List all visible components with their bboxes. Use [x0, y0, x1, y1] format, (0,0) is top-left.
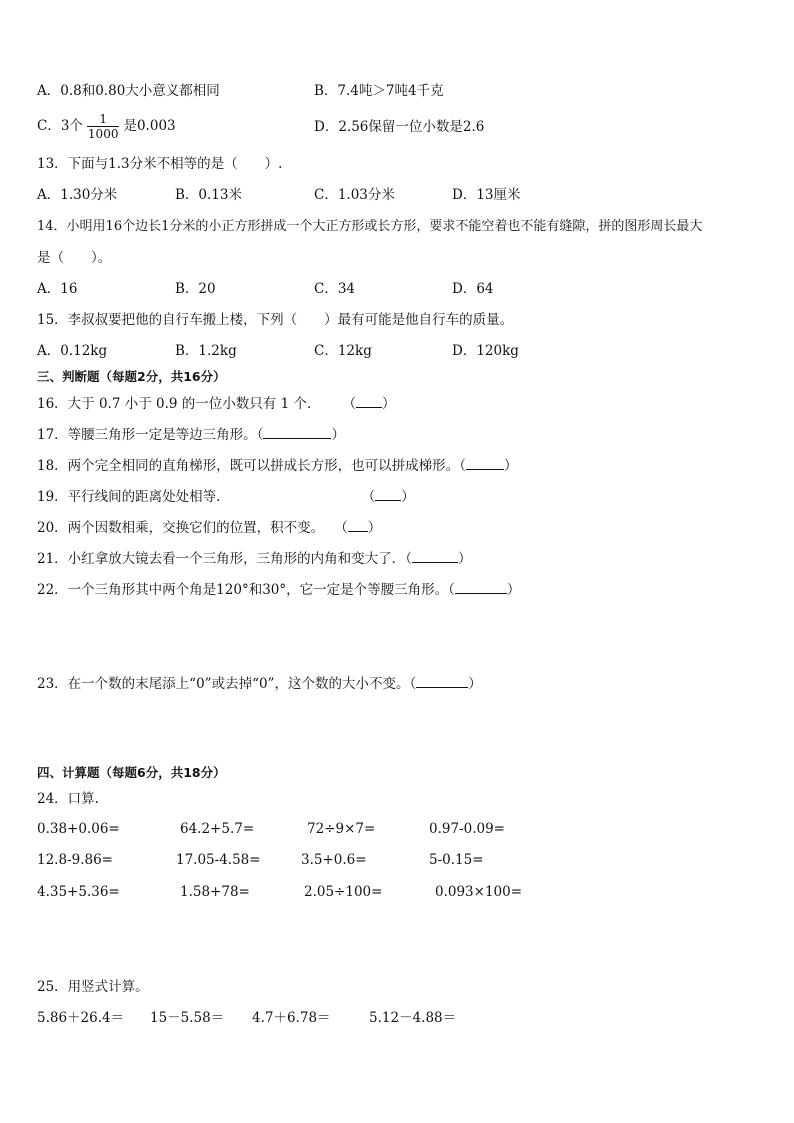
- q12-option-c: [37, 112, 176, 141]
- q18-close-paren: ）: [503, 458, 518, 474]
- q22-text: 22．一个三角形其中两个角是120°和30°，它一定是个等腰三角形。: [37, 582, 449, 598]
- q17-close-paren: ）: [331, 427, 345, 443]
- q16-text: 16．大于 0.7 小于 0.9 的一位小数只有 1 个．: [37, 396, 321, 412]
- q25-item-4: 5.12－4.88＝: [369, 1010, 457, 1026]
- q21-answer-blank[interactable]: [412, 550, 458, 563]
- q12-option-c-suffix: 是0.003: [123, 118, 176, 134]
- q24-row3-col1: 4.35+5.36=: [37, 884, 120, 900]
- q24-row3-col3: 2.05÷100=: [304, 884, 383, 900]
- q23-close-paren: ）: [468, 676, 482, 692]
- q13-option-d: D．13厘米: [452, 187, 521, 203]
- q24-row2-col4: 5-0.15=: [429, 852, 484, 868]
- q23-open-paren: （: [409, 676, 417, 692]
- q22-close-paren: ）: [506, 582, 521, 598]
- q15-option-d: D．120kg: [452, 343, 519, 359]
- q24-row2-col1: 12.8-9.86=: [37, 852, 113, 868]
- q16: [37, 395, 395, 413]
- q20-open-paren: （: [334, 520, 348, 536]
- q12-option-c-prefix: C．3个: [37, 118, 83, 134]
- q20-close-paren: ）: [367, 520, 382, 536]
- q25-item-2: 15－5.58＝: [150, 1010, 225, 1026]
- q20-text: 20．两个因数相乘，交换它们的位置，积不变。: [37, 520, 325, 536]
- q24-row2-col2: 17.05-4.58=: [176, 852, 261, 868]
- q12-option-a: A．0.8和0.80大小意义都相同: [37, 83, 220, 99]
- q16-answer-blank[interactable]: [356, 395, 382, 408]
- q22-answer-blank[interactable]: [455, 581, 507, 594]
- q24-row1-col4: 0.97-0.09=: [429, 821, 505, 837]
- q14-stem-line2: 是（ ）。: [37, 250, 112, 266]
- q14-option-c: C．34: [314, 281, 356, 297]
- q17: [37, 426, 345, 444]
- fraction-denominator: 1000: [87, 127, 119, 141]
- q18-text: 18．两个完全相同的直角梯形，既可以拼成长方形，也可以拼成梯形。: [37, 458, 460, 474]
- q23-answer-blank[interactable]: [416, 675, 468, 688]
- fraction: [87, 112, 120, 141]
- q12-option-b: B．7.4吨＞7吨4千克: [314, 83, 444, 99]
- q19-open-paren: （: [361, 489, 376, 505]
- fraction-numerator: 1: [99, 112, 108, 126]
- q17-text: 17．等腰三角形一定是等边三角形。: [37, 427, 257, 443]
- q21-text: 21．小红拿放大镜去看一个三角形，三角形的内角和变大了．: [37, 551, 406, 567]
- q22: [37, 581, 520, 599]
- q20: [37, 519, 381, 537]
- q25-title: 25．用竖式计算。: [37, 979, 149, 995]
- q19-answer-blank[interactable]: [375, 488, 401, 501]
- q13-option-b: B．0.13米: [175, 187, 242, 203]
- q24-row3-col2: 1.58+78=: [180, 884, 250, 900]
- q19: [37, 488, 415, 506]
- q16-open-paren: （: [342, 396, 356, 412]
- q16-close-paren: ）: [381, 396, 396, 412]
- q17-answer-blank[interactable]: [263, 426, 331, 439]
- q17-open-paren: （: [256, 427, 264, 443]
- q23: [37, 675, 482, 693]
- q24-row2-col3: 3.5+0.6=: [301, 852, 367, 868]
- q18-answer-blank[interactable]: [466, 457, 504, 470]
- q20-answer-blank[interactable]: [348, 519, 368, 532]
- q18-open-paren: （: [459, 458, 466, 474]
- q21-open-paren: （: [405, 551, 412, 567]
- q15-option-b: B．1.2kg: [175, 343, 237, 359]
- q18: [37, 457, 517, 475]
- q14-option-d: D．64: [452, 281, 494, 297]
- q14-option-a: A．16: [37, 281, 78, 297]
- q24-title: 24．口算.: [37, 791, 99, 807]
- q15-stem: 15．李叔叔要把他的自行车搬上楼，下列（ ）最有可能是他自行车的质量。: [37, 312, 514, 328]
- q13-stem: 13．下面与1.3分米不相等的是（ ）.: [37, 156, 283, 172]
- q24-row1-col3: 72÷9×7=: [307, 821, 376, 837]
- q22-open-paren: （: [448, 582, 455, 598]
- q24-row1-col2: 64.2+5.7=: [180, 821, 255, 837]
- q15-option-c: C．12kg: [314, 343, 372, 359]
- q13-option-a: A．1.30分米: [37, 187, 118, 203]
- q14-stem-line1: 14．小明用16个边长1分米的小正方形拼成一个大正方形或长方形，要求不能空着也不能有缝隙，拼的图形周长最大: [37, 219, 703, 234]
- q21-close-paren: ）: [457, 551, 472, 567]
- q13-option-c: C．1.03分米: [314, 187, 395, 203]
- q24-row1-col1: 0.38+0.06=: [37, 821, 120, 837]
- q24-row3-col4: 0.093×100=: [435, 884, 523, 900]
- q19-text: 19．平行线间的距离处处相等．: [37, 489, 230, 505]
- q19-close-paren: ）: [401, 489, 415, 505]
- q25-item-1: 5.86＋26.4＝: [37, 1010, 125, 1026]
- q25-item-3: 4.7＋6.78＝: [252, 1010, 331, 1026]
- q21: [37, 550, 471, 568]
- section3-title: 三、判断题（每题2分，共16分）: [37, 369, 226, 384]
- q14-option-b: B．20: [175, 281, 216, 297]
- section4-title: 四、计算题（每题6分，共18分）: [37, 765, 226, 780]
- q23-text: 23．在一个数的末尾添上“0”或去掉“0”，这个数的大小不变。: [37, 676, 410, 692]
- q15-option-a: A．0.12kg: [37, 343, 108, 359]
- q12-option-d: D．2.56保留一位小数是2.6: [314, 119, 485, 135]
